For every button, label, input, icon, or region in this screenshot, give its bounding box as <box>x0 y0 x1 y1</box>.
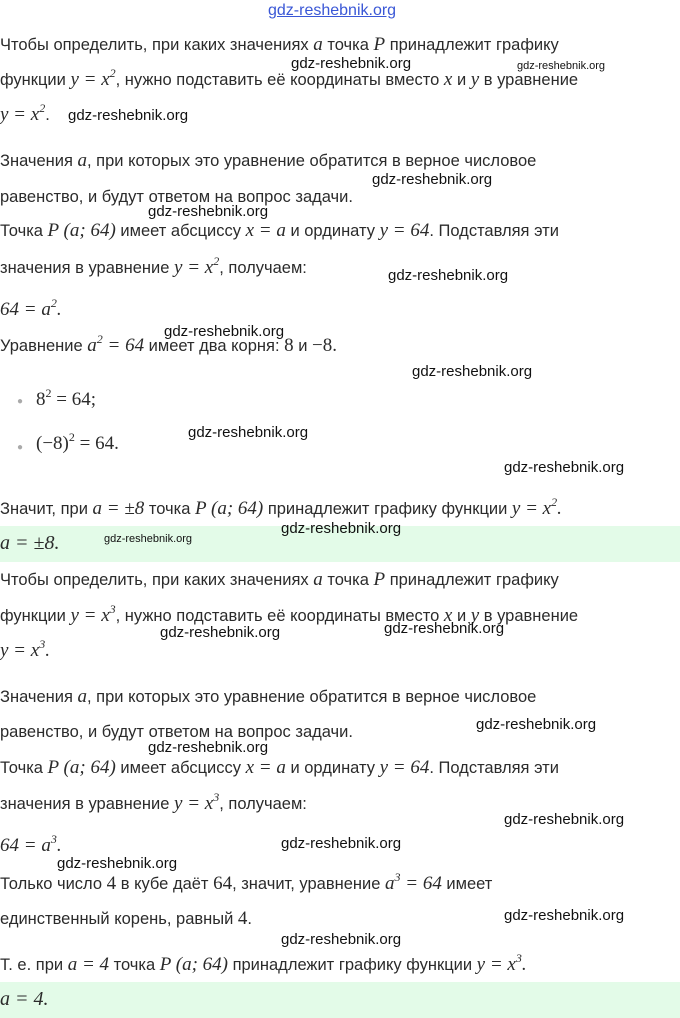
part1-values-line1 <box>0 149 536 173</box>
part2-only-line1 <box>0 872 492 896</box>
part1-intro-line3 <box>0 103 50 127</box>
watermark: gdz-reshebnik.org <box>517 60 606 72</box>
text: и <box>293 337 313 355</box>
math-formula: y = 64 <box>379 220 430 241</box>
watermark: gdz-reshebnik.org <box>160 624 281 641</box>
watermark: gdz-reshebnik.org <box>281 835 402 852</box>
watermark: gdz-reshebnik.org <box>188 424 309 441</box>
text: , получаем: <box>219 795 307 813</box>
text: значения в уравнение <box>0 795 175 813</box>
text: имеет абсциссу <box>115 759 246 777</box>
text: . Подставляя эти <box>429 222 559 240</box>
text: и <box>452 607 471 625</box>
math-var: P <box>373 569 386 590</box>
text: Значит, при <box>0 500 93 518</box>
text: Чтобы определить, при каких значениях <box>0 571 314 589</box>
math-formula: $y = x^3$ <box>174 790 220 814</box>
text: Т. е. при <box>0 956 68 974</box>
math-number: 4 <box>106 873 117 894</box>
math-formula: x = a <box>245 757 286 778</box>
text: точка <box>144 500 195 518</box>
math-var: a <box>313 34 323 55</box>
text: , при которых это уравнение обратится в верное числовое <box>87 152 537 170</box>
watermark: gdz-reshebnik.org <box>412 363 533 380</box>
text: принадлежит графику функции <box>227 956 477 974</box>
part1-values-line2: равенство, и будут ответом на вопрос задачи. <box>0 188 353 206</box>
text: Значения <box>0 688 78 706</box>
math-formula: a = 4 <box>67 954 110 975</box>
text: функции <box>0 607 71 625</box>
math-point: P (a; 64) <box>194 498 264 519</box>
watermark: gdz-reshebnik.org <box>148 739 269 756</box>
math-formula: $a^3 = 64$ <box>385 870 442 894</box>
text: . <box>45 106 50 124</box>
text: принадлежит графику <box>385 571 559 589</box>
answer-text: a = ±8. <box>0 532 60 554</box>
text: , значит, уравнение <box>232 875 385 893</box>
text: точка <box>109 956 160 974</box>
text: в уравнение <box>479 71 579 89</box>
part2-equation <box>0 834 62 858</box>
text: функции <box>0 71 71 89</box>
math-formula: $64 = a^2$. <box>0 296 62 320</box>
watermark: gdz-reshebnik.org <box>504 907 625 924</box>
math-number: −8. <box>312 335 337 356</box>
watermark: gdz-reshebnik.org <box>281 520 402 537</box>
watermark: gdz-reshebnik.org <box>281 931 402 948</box>
part2-only-line2 <box>0 907 252 931</box>
math-var: x <box>443 69 453 90</box>
text: Значения <box>0 152 78 170</box>
text: и <box>452 71 471 89</box>
text: Чтобы определить, при каких значениях <box>0 36 314 54</box>
math-formula: $64 = a^3$. <box>0 832 62 856</box>
part1-intro-line2 <box>0 68 578 92</box>
part1-equation <box>0 298 62 322</box>
math-var: a <box>77 686 88 707</box>
math-number: 4 <box>237 908 248 929</box>
text: имеет абсциссу <box>115 222 246 240</box>
math-formula: $y = x^3$. <box>0 637 50 661</box>
math-point: P (a; 64) <box>47 220 116 241</box>
part1-point-line2 <box>0 256 307 280</box>
math-formula: $y = x^3$ <box>70 602 116 626</box>
answer-text: a = 4. <box>0 988 49 1010</box>
part2-values-line2: равенство, и будут ответом на вопрос задачи. <box>0 723 353 741</box>
watermark: gdz-reshebnik.org <box>104 533 193 545</box>
part2-point-line2 <box>0 792 307 816</box>
bullet-icon: ● <box>17 442 24 453</box>
part1-intro-line1 <box>0 33 559 57</box>
math-formula: y = 64 <box>379 757 430 778</box>
math-formula: a = ±8 <box>92 498 145 519</box>
math-formula: $y = x^2$ <box>0 101 46 125</box>
text: значения в уравнение <box>0 259 175 277</box>
math-point: P (a; 64) <box>159 954 228 975</box>
text: принадлежит графику <box>385 36 559 54</box>
text: , при которых это уравнение обратится в верное числовое <box>87 688 537 706</box>
watermark: gdz-reshebnik.org <box>384 620 505 637</box>
bullet-icon: ● <box>17 396 24 407</box>
text: , нужно подставить её координаты вместо <box>115 71 444 89</box>
part2-intro-line1 <box>0 568 559 592</box>
watermark: gdz-reshebnik.org <box>148 203 269 220</box>
watermark: gdz-reshebnik.org <box>476 716 597 733</box>
math-var: x <box>443 605 453 626</box>
text: точка <box>322 571 374 589</box>
text: и ординату <box>285 759 380 777</box>
text: единственный корень, равный <box>0 910 238 928</box>
part2-answer-box <box>0 982 680 1018</box>
watermark: gdz-reshebnik.org <box>68 107 189 124</box>
watermark: gdz-reshebnik.org <box>504 811 625 828</box>
watermark: gdz-reshebnik.org <box>372 171 493 188</box>
watermark: gdz-reshebnik.org <box>164 323 285 340</box>
part1-check-1 <box>36 388 96 412</box>
part2-conclusion <box>0 953 527 977</box>
text: Уравнение <box>0 337 88 355</box>
part1-check-2 <box>36 432 119 456</box>
text: в кубе даёт <box>116 875 214 893</box>
math-number: 64 <box>213 873 233 894</box>
text: принадлежит графику функции <box>263 500 512 518</box>
text: Точка <box>0 222 48 240</box>
part2-values-line1 <box>0 685 536 709</box>
math-var: a <box>77 150 88 171</box>
watermark: gdz-reshebnik.org <box>57 855 178 872</box>
part2-point-line1 <box>0 756 559 780</box>
math-number: 8 <box>284 335 294 356</box>
text: и ординату <box>285 222 380 240</box>
text: имеет <box>441 875 493 893</box>
text: Точка <box>0 759 48 777</box>
math-point: P (a; 64) <box>47 757 116 778</box>
part1-conclusion <box>0 497 562 521</box>
watermark: gdz-reshebnik.org <box>291 55 412 72</box>
watermark: gdz-reshebnik.org <box>504 459 625 476</box>
math-formula: $y = x^2$. <box>511 495 562 519</box>
text: точка <box>322 36 374 54</box>
math-var: y <box>470 69 480 90</box>
math-formula: $(-8)^2 = 64$. <box>36 430 119 454</box>
math-var: a <box>313 569 323 590</box>
text: имеет два корня: <box>144 337 285 355</box>
math-formula: $y = x^3$. <box>476 951 527 975</box>
part2-intro-line3 <box>0 639 50 663</box>
math-formula: x = a <box>245 220 286 241</box>
text: . Подставляя эти <box>429 759 559 777</box>
math-formula: $y = x^2$ <box>70 66 116 90</box>
text: Только число <box>0 875 107 893</box>
math-formula: $y = x^2$ <box>174 254 220 278</box>
text: . <box>247 910 253 928</box>
math-var: y <box>470 605 480 626</box>
text: , получаем: <box>219 259 307 277</box>
text: в уравнение <box>479 607 579 625</box>
part1-point-line1 <box>0 219 559 243</box>
math-formula: $a^2 = 64$ <box>87 332 145 356</box>
math-var: P <box>373 34 386 55</box>
math-formula: $8^2 = 64$; <box>36 386 96 410</box>
watermark: gdz-reshebnik.org <box>388 267 509 284</box>
text: , нужно подставить её координаты вместо <box>115 607 444 625</box>
watermark-link[interactable]: gdz-reshebnik.org <box>268 2 397 19</box>
